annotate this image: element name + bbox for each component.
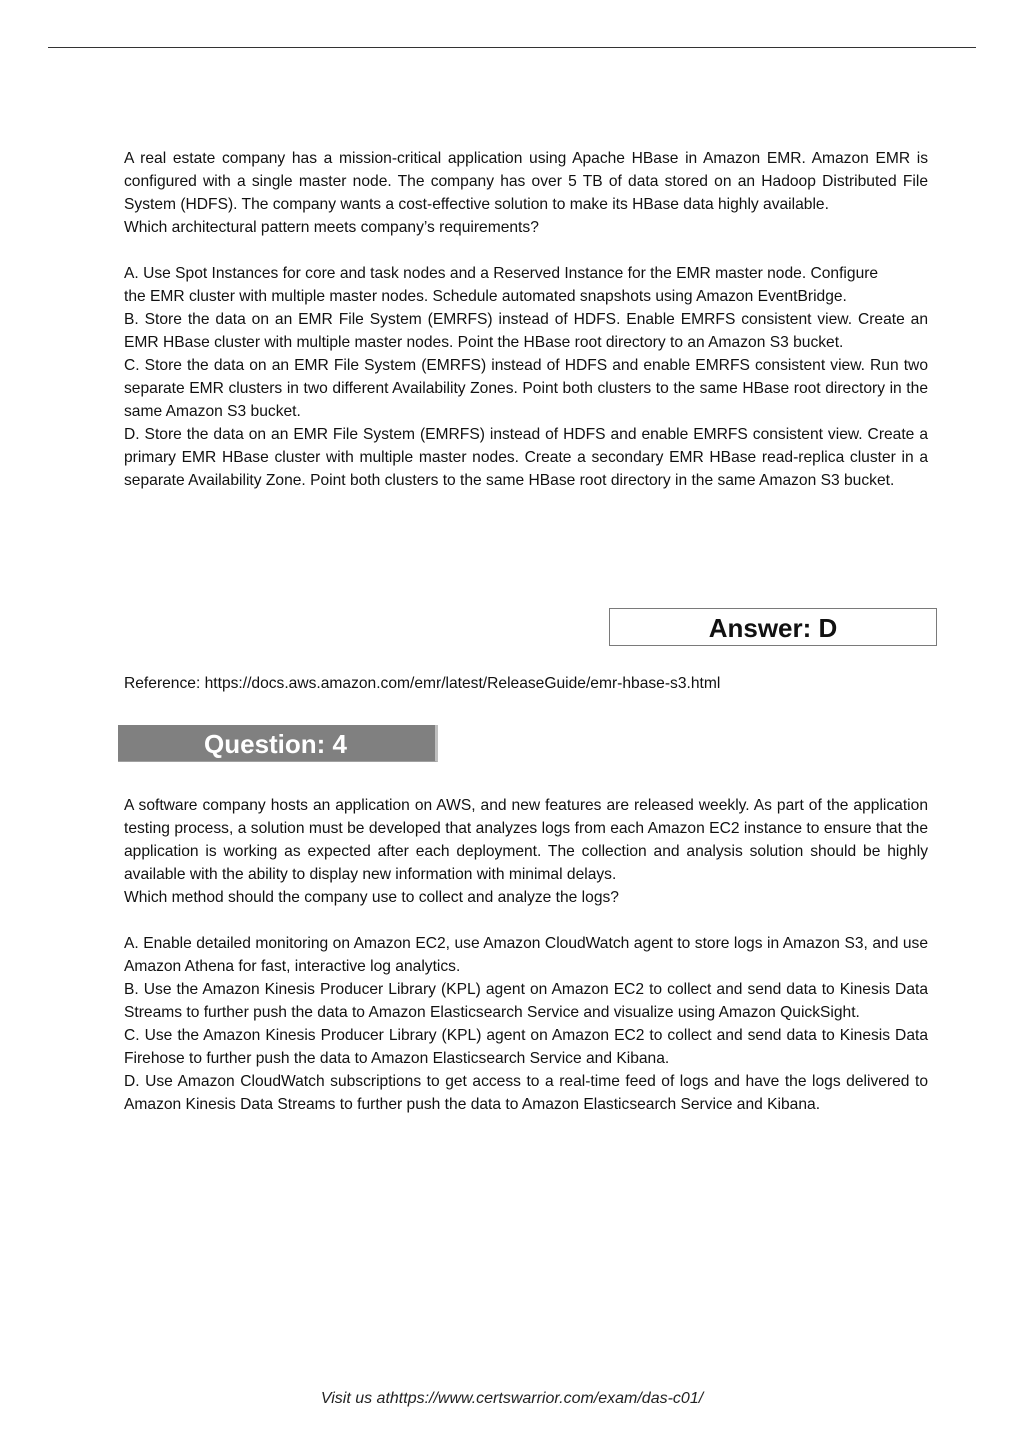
question-4-option-d: D. Use Amazon CloudWatch subscriptions to get access to a real-time feed of logs and have the logs delivered to Amazon Kinesis Data Streams to further push the data to Amazon Elasticsearch Service and Kibana.: [124, 1073, 928, 1113]
question-4-block: [124, 794, 928, 1116]
question-3-block: [124, 147, 928, 492]
reference-link[interactable]: Reference: https://docs.aws.amazon.com/emr/latest/ReleaseGuide/emr-hbase-s3.html: [124, 675, 721, 692]
question-4-stem: A software company hosts an application on AWS, and new features are released weekly. As part of the application testing process, a solution must be developed that analyzes logs from each Amazon EC2 instance to ensure that the application is working as expected after each deployment. The collection and analysis solution should be highly available with the ability to display new information with minimal delays.: [124, 797, 928, 883]
question-3-option-c: C. Store the data on an EMR File System (EMRFS) instead of HDFS and enable EMRFS consistent view. Run two separate EMR clusters in two different Availability Zones. Point both clusters to the same HBase root directory in the same Amazon S3 bucket.: [124, 357, 928, 420]
question-3-stem: A real estate company has a mission-critical application using Apache HBase in Amazon EMR. Amazon EMR is configured with a single master node. The company has over 5 TB of data stored on an Hadoop Distributed File System (HDFS). The company wants a cost-effective solution to make its HBase data highly available.: [124, 150, 928, 213]
question-4-banner: [118, 725, 438, 762]
question-4-prompt: Which method should the company use to collect and analyze the logs?: [124, 889, 619, 906]
question-3-option-d: D. Store the data on an EMR File System (EMRFS) instead of HDFS and enable EMRFS consistent view. Create a primary EMR HBase cluster with multiple master nodes. Create a secondary EMR HBase read-replica cluster in a separate Availability Zone. Point both clusters to the same HBase root directory in the same Amazon S3 bucket.: [124, 426, 928, 489]
footer-link[interactable]: Visit us athttps://www.certswarrior.com/exam/das-c01/: [320, 1390, 704, 1407]
question-3-prompt: Which architectural pattern meets company’s requirements?: [124, 219, 539, 236]
question-3-option-a: A. Use Spot Instances for core and task nodes and a Reserved Instance for the EMR master node. Configure: [124, 265, 879, 282]
question-3-option-a-continued: the EMR cluster with multiple master nodes. Schedule automated snapshots using Amazon EventBridge.: [124, 288, 847, 305]
header-divider: [48, 47, 976, 48]
question-4-option-c: C. Use the Amazon Kinesis Producer Library (KPL) agent on Amazon EC2 to collect and send data to Kinesis Data Firehose to further push the data to Amazon Elasticsearch Service and Kibana.: [124, 1027, 928, 1067]
question-4-heading: Question: 4: [204, 729, 348, 759]
question-3-option-b: B. Store the data on an EMR File System (EMRFS) instead of HDFS. Enable EMRFS consistent view. Create an EMR HBase cluster with multiple master nodes. Point the HBase root directory to an Amazon S3 bucket.: [124, 311, 928, 351]
question-4-option-a: A. Enable detailed monitoring on Amazon EC2, use Amazon CloudWatch agent to store logs in Amazon S3, and use Amazon Athena for fast, interactive log analytics.: [124, 935, 928, 975]
answer-box: Answer: D: [609, 608, 937, 646]
question-4-option-b: B. Use the Amazon Kinesis Producer Library (KPL) agent on Amazon EC2 to collect and send data to Kinesis Data Streams to further push the data to Amazon Elasticsearch Service and visualize using Amazon QuickSight.: [124, 981, 928, 1021]
